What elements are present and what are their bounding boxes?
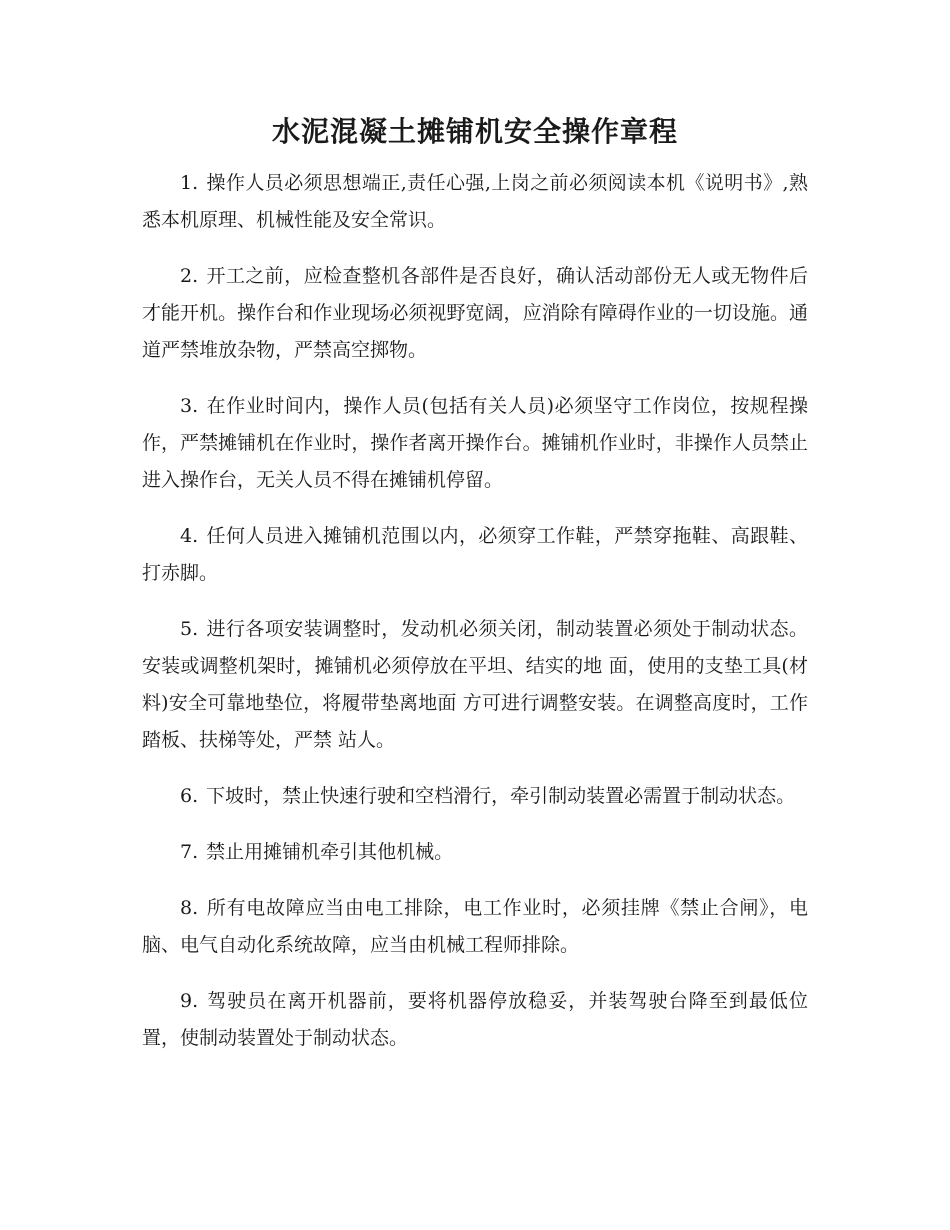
list-item [142,518,808,592]
list-item [142,165,808,239]
item-text: 任何人员进入摊铺机范围以内，必须穿工作鞋，严禁穿拖鞋、高跟鞋、打赤脚。 [142,525,808,584]
list-item [142,611,808,759]
item-text: 驾驶员在离开机器前，要将机器停放稳妥，并装驾驶台降至到最低位置，使制动装置处于制动状态。 [142,990,808,1049]
item-number: 2. [180,265,199,287]
item-number: 6. [180,785,199,807]
item-number: 9. [180,990,199,1012]
item-text: 进行各项安装调整时，发动机必须关闭，制动装置必须处于制动状态。安装或调整机架时，摊铺机必须停放在平坦、结实的地 面，使用的支垫工具(材料)安全可靠地垫位，将履带垫离地面 方可进行调整安装。在调整高度时，工作踏板、扶梯等处，严禁 站人。 [142,618,808,751]
item-text: 在作业时间内，操作人员(包括有关人员)必须坚守工作岗位，按规程操作，严禁摊铺机在作业时，操作者离开操作台。摊铺机作业时，非操作人员禁止进入操作台，无关人员不得在摊铺机停留。 [142,395,808,491]
list-item [142,388,808,499]
list-item [142,778,808,815]
list-item [142,983,808,1057]
item-text: 下坡时，禁止快速行驶和空档滑行，牵引制动装置必需置于制动状态。 [206,785,796,807]
item-number: 3. [180,395,199,417]
item-number: 5. [180,618,199,640]
item-number: 4. [180,525,199,547]
page-title: 水泥混凝土摊铺机安全操作章程 [271,115,678,148]
item-text: 所有电故障应当由电工排除，电工作业时，必须挂牌《禁止合闸》，电脑、电气自动化系统故障，应当由机械工程师排除。 [142,897,808,956]
item-text: 开工之前，应检查整机各部件是否良好，确认活动部份无人或无物件后才能开机。操作台和作业现场必须视野宽阔，应消除有障碍作业的一切设施。通道严禁堆放杂物，严禁高空掷物。 [142,265,808,361]
item-number: 1. [180,172,199,194]
item-number: 8. [180,897,199,919]
item-number: 7. [180,841,199,863]
list-item [142,258,808,369]
item-text: 禁止用摊铺机牵引其他机械。 [206,841,454,863]
document-body [142,165,808,1076]
list-item [142,834,808,871]
item-text: 操作人员必须思想端正,责任心强,上岗之前必须阅读本机《说明书》,熟悉本机原理、机械性能及安全常识。 [142,172,808,231]
list-item [142,890,808,964]
